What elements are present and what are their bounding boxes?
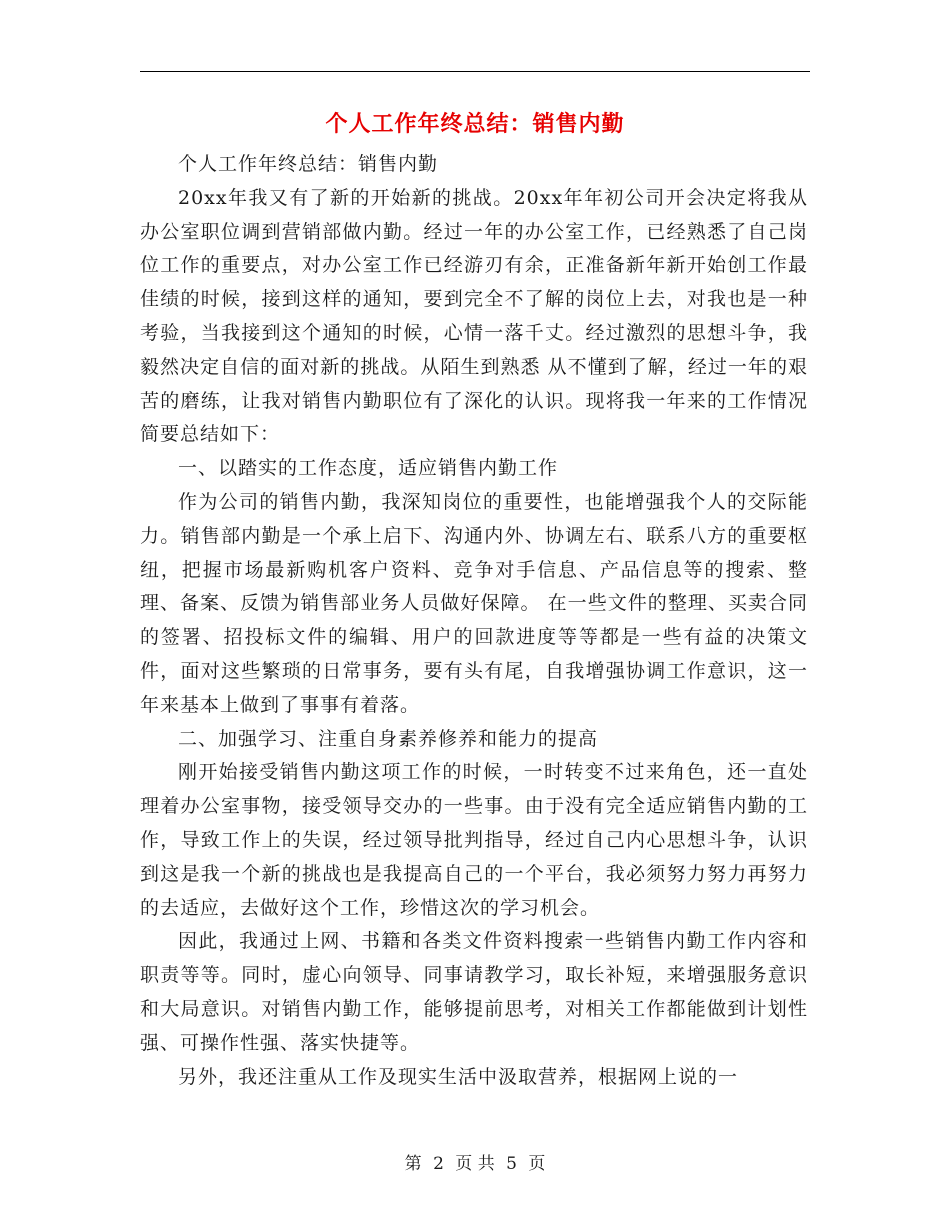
section-heading: 一、以踏实的工作态度，适应销售内勤工作	[178, 457, 559, 480]
body-paragraph: 因此，我通过上网、书籍和各类文件资料搜索一些销售内勤工作内容和职责等等。同时，虚心向领导、同事请教学习，取长补短，来增强服务意识和大局意识。对销售内勤工作，能够提前思考，对相关工作都能做到计划性强、可操作性强、落实快捷等。	[140, 930, 808, 1054]
body-paragraph: 另外，我还注重从工作及现实生活中汲取营养，根据网上说的一	[178, 1065, 739, 1088]
footer-total-pages: 5	[506, 1154, 517, 1174]
document-title: 个人工作年终总结：销售内勤	[325, 111, 625, 137]
section-heading: 二、加强学习、注重自身素养修养和能力的提高	[178, 727, 599, 750]
body-paragraph: 作为公司的销售内勤，我深知岗位的重要性，也能增强我个人的交际能力。销售部内勤是一个承上启下、沟通内外、协调左右、联系八方的重要枢纽，把握市场最新购机客户资料、竞争对手信息、产品信息等的搜索、整理、备案、反馈为销售部业务人员做好保障。 在一些文件的整理、买卖合同的签署、招投标文件的编辑、用户的回款进度等等都是一些有益的决策文件，面对这些繁琐的日常事务，要有头有尾，自我增强协调工作意识，这一年来基本上做到了事事有着落。	[140, 490, 808, 716]
footer-middle: 页 共	[455, 1154, 495, 1174]
subtitle-paragraph: 个人工作年终总结：销售内勤	[178, 153, 439, 175]
page-footer	[0, 1151, 950, 1177]
footer-prefix: 第	[404, 1154, 422, 1174]
header-rule	[140, 71, 810, 72]
body-paragraph: 20xx年我又有了新的开始新的挑战。20xx年年初公司开会决定将我从办公室职位调到营销部做内勤。经过一年的办公室工作，已经熟悉了自己岗位工作的重要点，对办公室工作已经游刃有余，正准备新年新开始创工作最佳绩的时候，接到这样的通知，要到完全不了解的岗位上去，对我也是一种考验，当我接到这个通知的时候，心情一落千丈。经过激烈的思想斗争，我毅然决定自信的面对新的挑战。从陌生到熟悉 从不懂到了解，经过一年的艰苦的磨练，让我对销售内勤职位有了深化的认识。现将我一年来的工作情况简要总结如下：	[140, 186, 808, 446]
footer-suffix: 页	[528, 1154, 546, 1174]
body-paragraph: 刚开始接受销售内勤这项工作的时候，一时转变不过来角色，还一直处理着办公室事物，接受领导交办的一些事。由于没有完全适应销售内勤的工作，导致工作上的失误，经过领导批判指导，经过自己内心思想斗争，认识到这是我一个新的挑战也是我提高自己的一个平台，我必须努力努力再努力的去适应，去做好这个工作，珍惜这次的学习机会。	[140, 761, 808, 919]
footer-current-page: 2	[433, 1154, 444, 1174]
document-body	[140, 148, 808, 1094]
